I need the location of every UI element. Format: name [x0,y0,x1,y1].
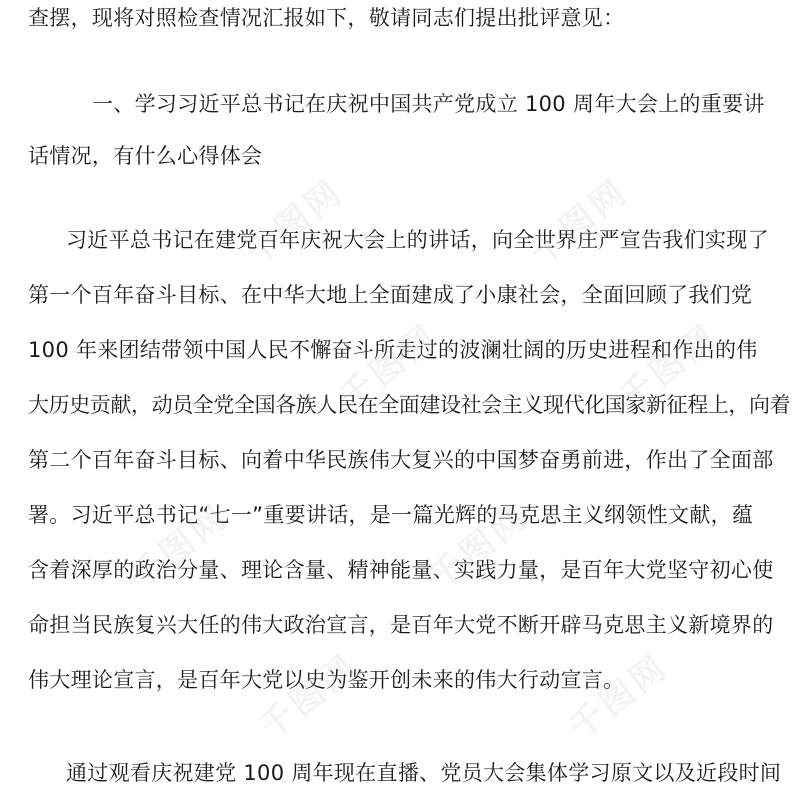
paragraph-1-line-6: 署。习近平总书记“七一”重要讲话，是一篇光辉的马克思主义纲领性文献，蕴 [28,503,754,527]
watermark-logo: 千图网 [331,316,447,419]
paragraph-1-line-1: 习近平总书记在建党百年庆祝大会上的讲话，向全世界庄严宣告我们实现了 [66,228,769,252]
paragraph-1-line-4: 大历史贡献，动员全党全国各族人民在全面建设社会主义现代化国家新征程上，向着 [28,393,791,417]
text-line-1: 查摆，现将对照检查情况汇报如下，敬请同志们提出批评意见： [28,6,625,30]
paragraph-1-line-8: 命担当民族复兴大任的伟大政治宣言，是百年大党不断开辟马克思主义新境界的 [28,613,774,637]
watermark-logo: 千图网 [236,171,352,274]
watermark-logo: 千图网 [121,496,237,599]
watermark-logo: 千图网 [611,316,727,419]
watermark-logo: 千图网 [251,646,367,749]
paragraph-1-line-7: 含着深厚的政治分量、理论含量、精神能量、实践力量，是百年大党坚守初心使 [28,558,774,582]
section-heading-line-2: 话情况，有什么心得体会 [28,144,263,168]
paragraph-2-line-1: 通过观看庆祝建党 100 周年现在直播、党员大会集体学习原文以及近段时间 [66,761,782,785]
paragraph-1-line-5: 第二个百年奋斗目标、向着中华民族伟大复兴的中国梦奋勇前进，作出了全面部 [28,448,774,472]
watermark-logo: 千图网 [421,496,537,599]
watermark-logo: 千图网 [521,171,637,274]
paragraph-1-line-2: 第一个百年奋斗目标、在中华大地上全面建成了小康社会，全面回顾了我们党 [28,283,753,307]
paragraph-1-line-3: 100 年来团结带领中国人民不懈奋斗所走过的波澜壮阔的历史进程和作出的伟 [28,338,758,362]
paragraph-1-line-9: 伟大理论宣言，是百年大党以史为鉴开创未来的伟大行动宣言。 [28,668,625,692]
section-heading-line-1: 一、学习习近平总书记在庆祝中国共产党成立 100 周年大会上的重要讲 [92,92,765,116]
watermark-logo: 千图网 [561,646,677,749]
